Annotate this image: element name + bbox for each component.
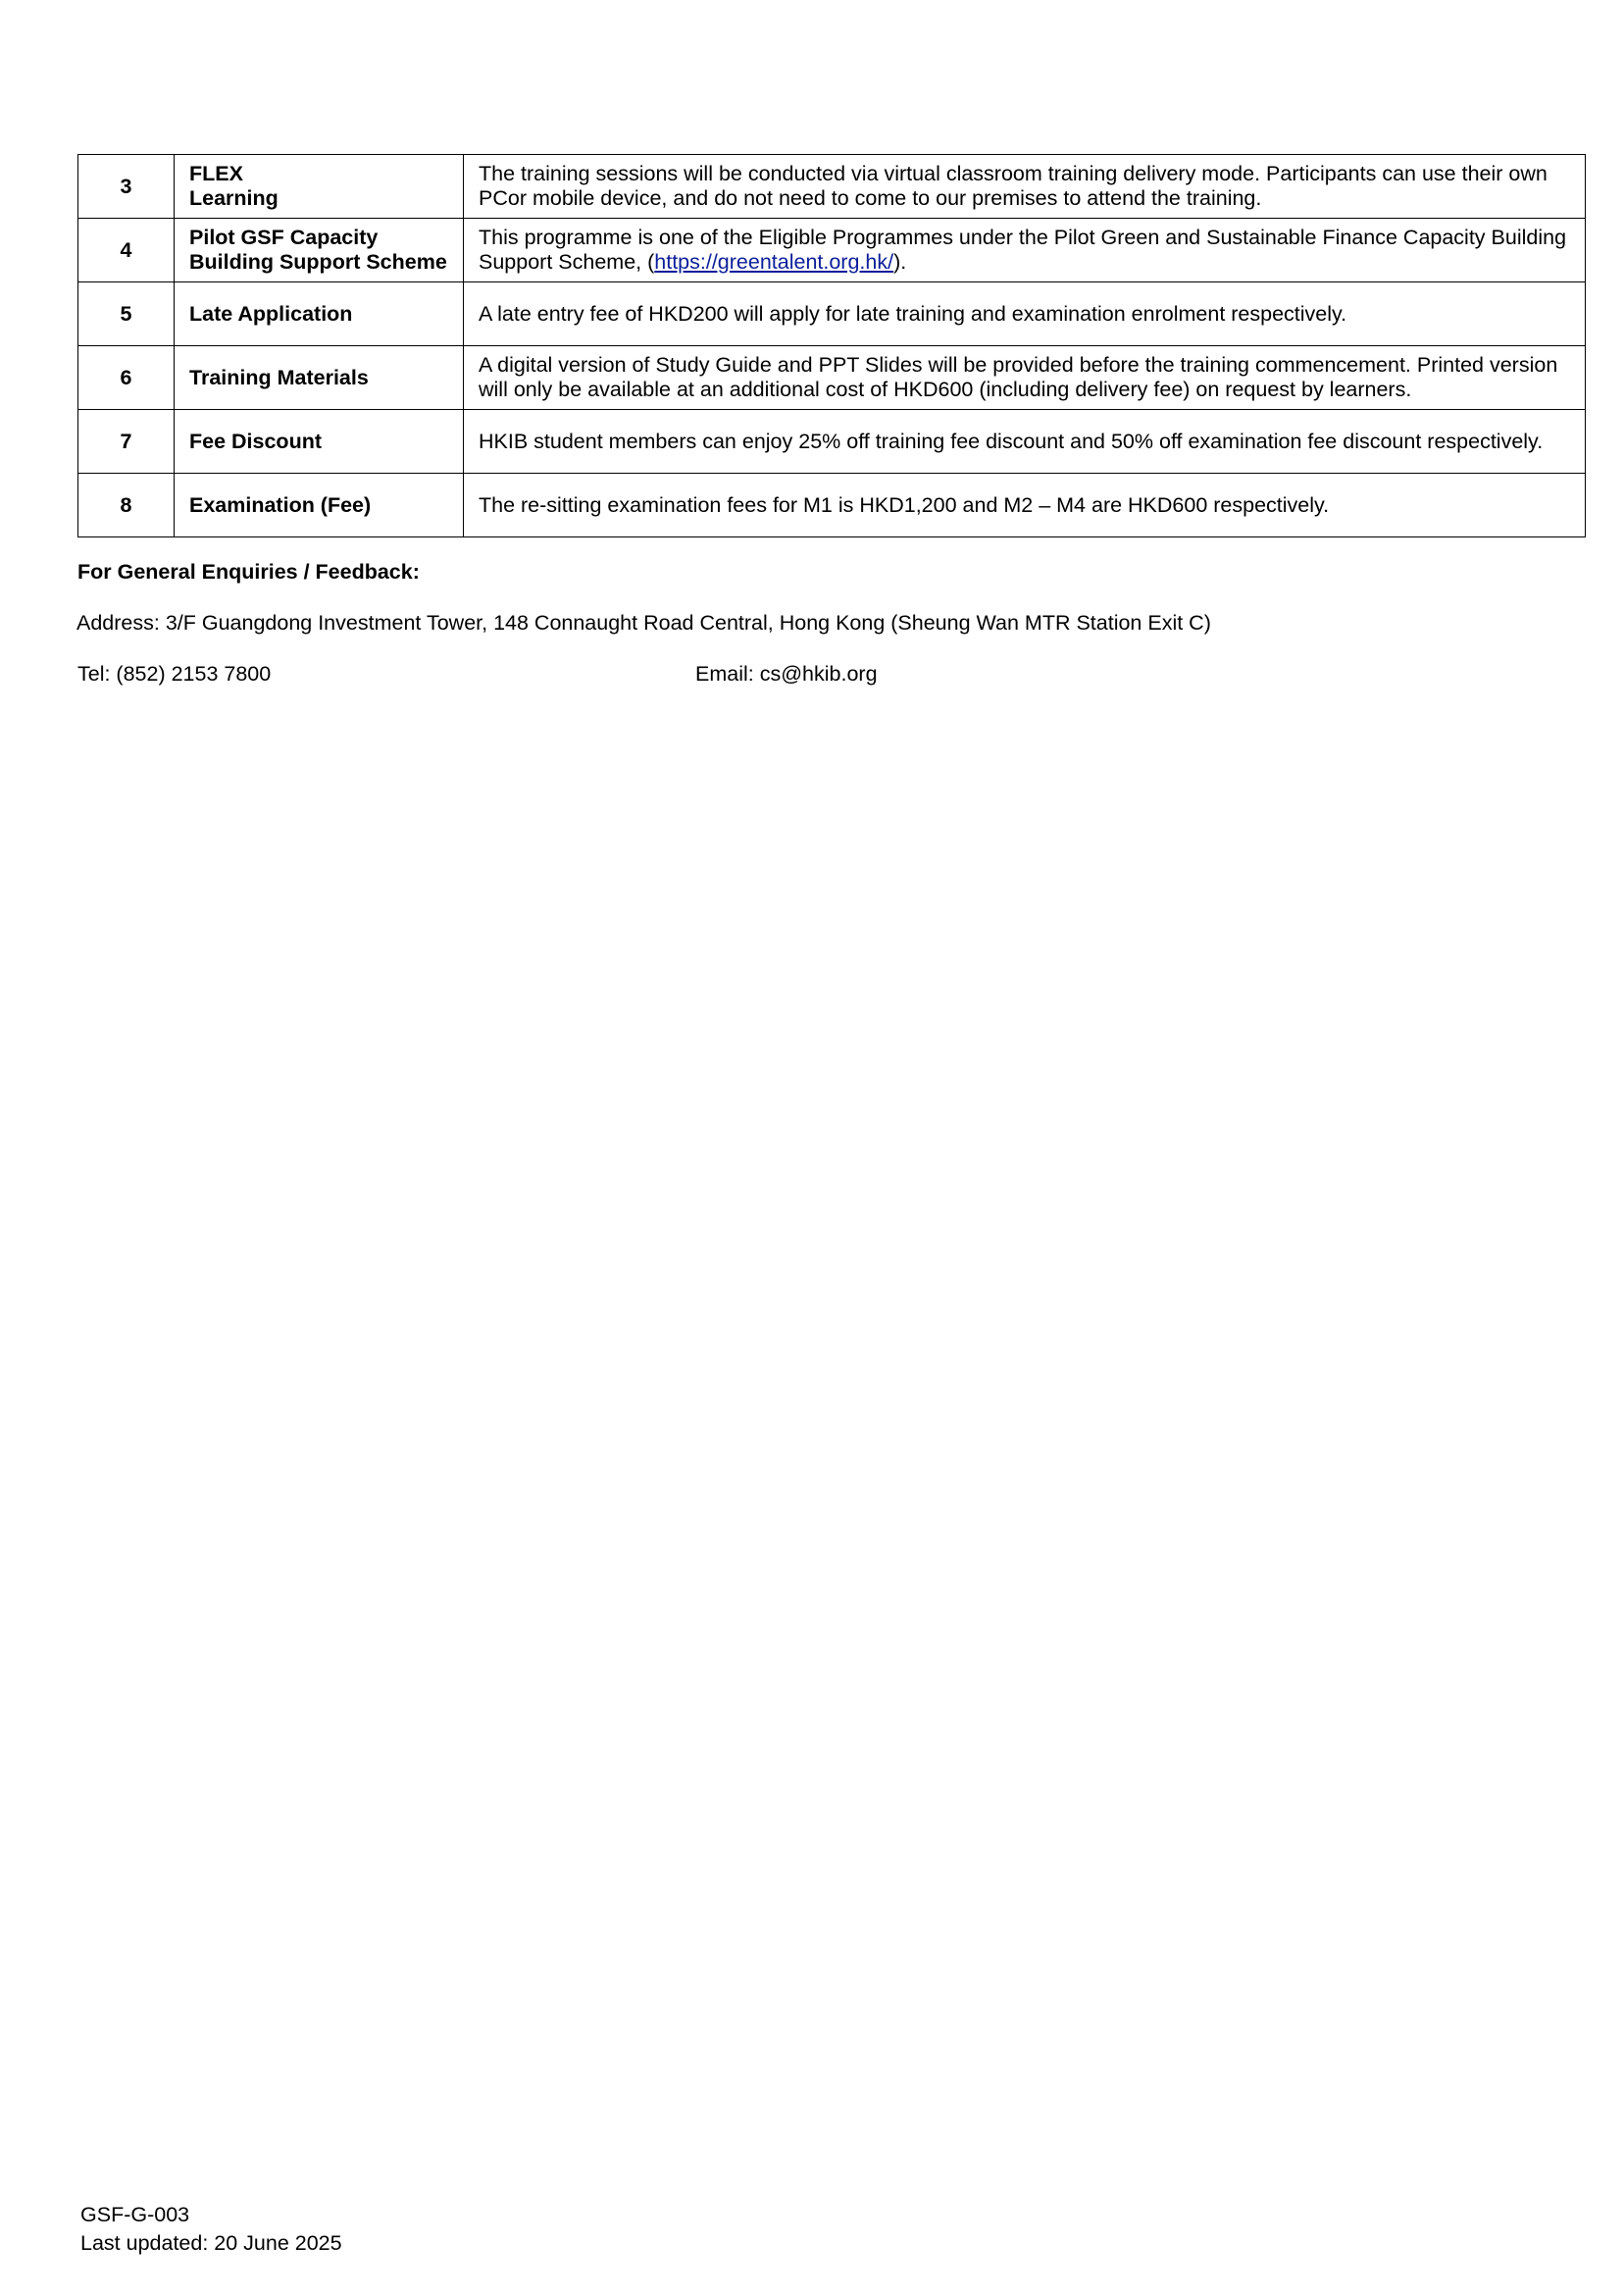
row-description: The training sessions will be conducted via virtual classroom training delivery mode. Participants can use their own PCor mobile device, and do not need to come to our premises to attend the training.	[464, 155, 1586, 219]
contact-email: Email: cs@hkib.org	[695, 662, 878, 686]
greentalent-link[interactable]: https://greentalent.org.hk/	[654, 250, 894, 274]
row-label: Pilot GSF Capacity Building Support Scheme	[175, 219, 464, 282]
table-row	[78, 282, 1586, 346]
contact-address: Address: 3/F Guangdong Investment Tower, 148 Connaught Road Central, Hong Kong (Sheung Wan MTR Station Exit C)	[76, 611, 1211, 635]
row-number: 8	[78, 474, 175, 537]
row-description-text: This programme is one of the Eligible Programmes under the Pilot Green and Sustainable Finance Capacity Building Support Scheme, (	[479, 226, 1567, 274]
row-label: Fee Discount	[175, 410, 464, 474]
row-number: 4	[78, 219, 175, 282]
last-updated: Last updated: 20 June 2025	[80, 2231, 342, 2255]
document-code: GSF-G-003	[80, 2203, 190, 2226]
table-row	[78, 410, 1586, 474]
programme-info-table	[77, 154, 1586, 537]
row-description: A digital version of Study Guide and PPT Slides will be provided before the training commencement. Printed version will only be available at an additional cost of HKD600 (including delivery fee) on request by learners.	[464, 346, 1586, 410]
row-label: Late Application	[175, 282, 464, 346]
row-description: The re-sitting examination fees for M1 is HKD1,200 and M2 – M4 are HKD600 respectively.	[464, 474, 1586, 537]
row-number: 3	[78, 155, 175, 219]
row-number: 6	[78, 346, 175, 410]
row-description: HKIB student members can enjoy 25% off training fee discount and 50% off examination fee discount respectively.	[464, 410, 1586, 474]
row-label: Training Materials	[175, 346, 464, 410]
row-description	[464, 219, 1586, 282]
enquiry-heading: For General Enquiries / Feedback:	[77, 560, 420, 584]
table-row	[78, 474, 1586, 537]
table-row	[78, 219, 1586, 282]
table-row	[78, 346, 1586, 410]
row-number: 5	[78, 282, 175, 346]
row-description-text: ).	[893, 250, 907, 274]
row-label: Examination (Fee)	[175, 474, 464, 537]
row-label: FLEX Learning	[175, 155, 464, 219]
row-description: A late entry fee of HKD200 will apply for late training and examination enrolment respectively.	[464, 282, 1586, 346]
contact-tel: Tel: (852) 2153 7800	[77, 662, 272, 686]
table-row	[78, 155, 1586, 219]
row-number: 7	[78, 410, 175, 474]
